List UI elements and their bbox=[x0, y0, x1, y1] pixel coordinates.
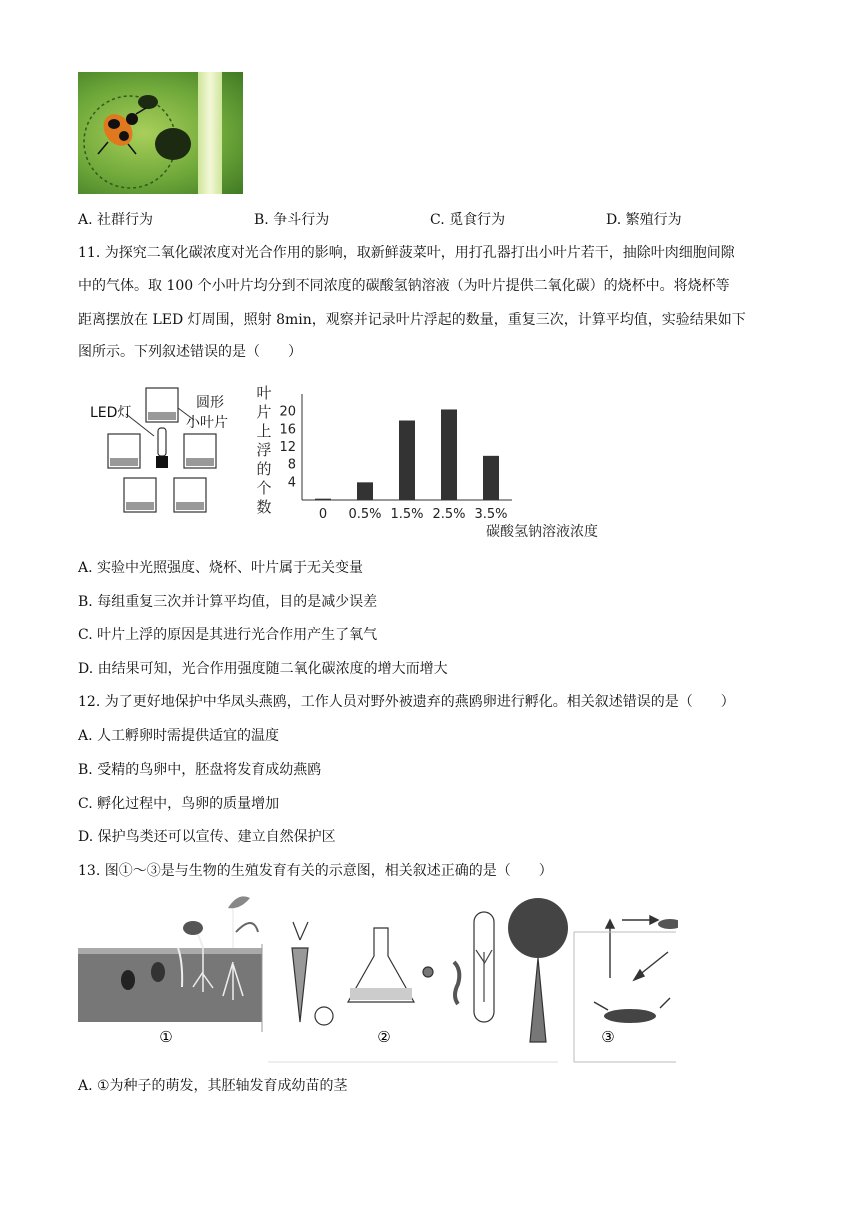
bar-3 bbox=[441, 409, 457, 500]
seed-germination-illustration bbox=[78, 896, 262, 1022]
q11-option-c[interactable]: C. 叶片上浮的原因是其进行光合作用产生了氧气 bbox=[78, 627, 378, 643]
chart-y-label-char: 浮 bbox=[256, 441, 272, 459]
figure-label-1: ① bbox=[159, 1028, 173, 1046]
y-tick-label: 16 bbox=[279, 422, 296, 438]
q11-option-d[interactable]: D. 由结果可知，光合作用强度随二氧化碳浓度的增大而增大 bbox=[78, 661, 448, 677]
beetle-illustration bbox=[78, 72, 243, 194]
x-tick-label: 0 bbox=[318, 507, 328, 522]
bar-chart bbox=[250, 380, 610, 540]
bar-4 bbox=[483, 456, 499, 500]
q11-option-b[interactable]: B. 每组重复三次并计算平均值，目的是减少误差 bbox=[78, 594, 378, 610]
q10-option-b[interactable]: B. 争斗行为 bbox=[254, 212, 330, 228]
figure-label-2: ② bbox=[377, 1028, 391, 1046]
q12-option-a[interactable]: A. 人工孵卵时需提供适宜的温度 bbox=[78, 728, 280, 744]
led-label: LED灯 bbox=[90, 405, 132, 421]
q12-option-b[interactable]: B. 受精的鸟卵中，胚盘将发育成幼燕鸥 bbox=[78, 762, 322, 778]
x-tick-label: 0.5% bbox=[348, 507, 382, 522]
y-tick-label: 12 bbox=[279, 440, 296, 455]
beetle-on-leaf-photo bbox=[78, 72, 243, 194]
chart-y-ticks bbox=[279, 405, 296, 491]
chart-y-axis-label bbox=[256, 384, 271, 516]
chart-y-label-char: 数 bbox=[256, 498, 272, 516]
q12-stem: 12. 为了更好地保护中华凤头燕鸥，工作人员对野外被遗弃的燕鸥卵进行孵化。相关叙述错误的是（ ） bbox=[78, 694, 735, 710]
chart-y-label-char: 个 bbox=[256, 479, 272, 497]
tissue-culture-illustration bbox=[292, 898, 568, 1042]
q11-stem-line-1: 11. 为探究二氧化碳浓度对光合作用的影响，取新鲜菠菜叶，用打孔器打出小叶片若干，抽除叶肉细胞间隙 bbox=[78, 245, 735, 261]
q11-stem-line-2: 中的气体。取 100 个小叶片均分到不同浓度的碳酸氢钠溶液（为叶片提供二氧化碳）的烧杯中。将烧杯等 bbox=[78, 278, 730, 294]
q10-option-c[interactable]: C. 觅食行为 bbox=[430, 212, 506, 228]
bar-1 bbox=[357, 482, 373, 500]
q10-option-d[interactable]: D. 繁殖行为 bbox=[606, 212, 682, 228]
bar-0 bbox=[315, 499, 331, 500]
bar-2 bbox=[399, 421, 415, 501]
y-tick-label: 8 bbox=[287, 457, 296, 473]
q11-stem-line-3: 距离摆放在 LED 灯周围，照射 8min，观察并记录叶片浮起的数量，重复三次，计算平均值，实验结果如下 bbox=[78, 312, 746, 328]
q11-stem-line-4: 图所示。下列叙述错误的是（ ） bbox=[78, 344, 302, 360]
x-tick-label: 3.5% bbox=[474, 507, 508, 522]
chart-y-label-char: 片 bbox=[256, 403, 272, 421]
chart-x-ticks bbox=[319, 507, 508, 522]
q11-option-a[interactable]: A. 实验中光照强度、烧杯、叶片属于无关变量 bbox=[78, 560, 364, 576]
leaf-label-line-1: 圆形 bbox=[196, 395, 224, 411]
y-tick-label: 20 bbox=[279, 404, 296, 420]
figure-label-3: ③ bbox=[601, 1028, 615, 1046]
chart-y-label-char: 上 bbox=[256, 422, 272, 440]
x-tick-label: 2.5% bbox=[432, 507, 466, 522]
x-tick-label: 1.5% bbox=[390, 507, 424, 522]
y-tick-label: 4 bbox=[287, 475, 296, 491]
chart-x-axis-label: 碳酸氢钠溶液浓度 bbox=[486, 524, 598, 540]
q10-option-a[interactable]: A. 社群行为 bbox=[78, 212, 154, 228]
chart-y-label-char: 的 bbox=[256, 460, 272, 478]
chart-y-label-char: 叶 bbox=[256, 384, 272, 402]
q13-option-a[interactable]: A. ①为种子的萌发，其胚轴发育成幼苗的茎 bbox=[78, 1078, 348, 1094]
reproduction-figure bbox=[78, 892, 678, 1064]
q12-option-c[interactable]: C. 孵化过程中，鸟卵的质量增加 bbox=[78, 796, 280, 812]
leaf-label-line-2: 小叶片 bbox=[186, 415, 228, 431]
chart-bars bbox=[315, 409, 499, 500]
q13-stem: 13. 图①～③是与生物的生殖发育有关的示意图，相关叙述正确的是（ ） bbox=[78, 863, 553, 879]
q12-option-d[interactable]: D. 保护鸟类还可以宣传、建立自然保护区 bbox=[78, 829, 336, 845]
